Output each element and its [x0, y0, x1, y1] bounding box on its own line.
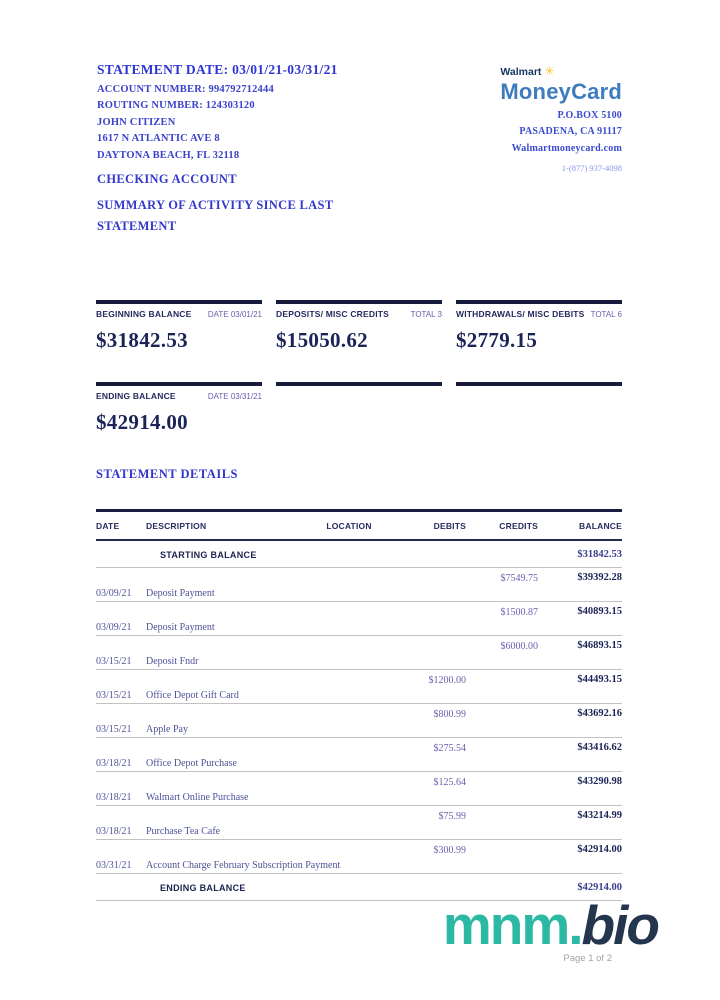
cell-date: 03/09/21 [96, 588, 132, 599]
summary-box-amount: $31842.53 [96, 328, 188, 352]
table-row [96, 772, 622, 806]
cell-date: 03/18/21 [96, 826, 132, 837]
cell-credit: $1500.87 [500, 607, 538, 618]
cell-balance: $43692.16 [577, 708, 622, 719]
customer-name: JOHN CITIZEN [97, 116, 176, 128]
summary-box-label: BEGINNING BALANCE [96, 309, 192, 319]
summary-heading-line2: STATEMENT [97, 218, 177, 233]
summary-box-meta: DATE 03/31/21 [207, 392, 262, 401]
cell-balance: $43214.99 [577, 810, 622, 821]
cell-credit [466, 775, 538, 777]
issuer-phone: 1-(877) 937-4098 [561, 162, 622, 173]
summary-box-meta: TOTAL 3 [410, 310, 442, 319]
cell-credit [466, 544, 538, 546]
summary-box-header [276, 309, 442, 319]
cell-balance: $42914.00 [577, 882, 622, 893]
table-row [96, 602, 622, 636]
cell-balance: $43290.98 [577, 776, 622, 787]
cell-credit [466, 673, 538, 675]
summary-box [456, 300, 622, 362]
cell-debit: $800.99 [433, 709, 466, 720]
cell-description: Office Depot Gift Card [146, 690, 239, 701]
cell-description: Purchase Tea Cafe [146, 826, 221, 837]
moneycard-wordmark: MoneyCard [500, 79, 622, 104]
cell-credit [466, 809, 538, 811]
cell-balance: $43416.62 [577, 742, 622, 753]
cell-debit: $125.64 [433, 777, 466, 788]
cell-date: 03/15/21 [96, 724, 132, 735]
summary-box-amount: $2779.15 [456, 328, 538, 352]
cell-date: 03/09/21 [96, 622, 132, 633]
cell-balance: $42914.00 [577, 844, 622, 855]
cell-debit: $75.99 [438, 811, 466, 822]
cell-description: ENDING BALANCE [160, 882, 246, 893]
cell-date: 03/18/21 [96, 792, 132, 803]
logo-bio-part: bio [581, 894, 658, 956]
cell-debit: $1200.00 [428, 675, 466, 686]
column-debits: DEBITS [433, 521, 466, 531]
cell-description: Office Depot Purchase [146, 758, 237, 769]
summary-box [96, 300, 262, 362]
moneycard-logo [500, 62, 622, 104]
cell-balance: $40893.15 [577, 606, 622, 617]
summary-box [96, 382, 262, 444]
account-type: CHECKING ACCOUNT [97, 171, 237, 186]
cell-date: 03/18/21 [96, 758, 132, 769]
column-date: DATE [96, 521, 120, 531]
cell-debit [394, 571, 466, 573]
summary-box-amount: $15050.62 [276, 328, 368, 352]
table-row [96, 636, 622, 670]
walmart-wordmark: Walmart [500, 66, 542, 78]
summary-heading-line1: SUMMARY OF ACTIVITY SINCE LAST [97, 197, 334, 212]
logo-mnm-part: mnm. [442, 894, 582, 956]
column-balance: BALANCE [579, 521, 622, 531]
summary-box [276, 300, 442, 362]
summary-box-meta: DATE 03/01/21 [207, 310, 262, 319]
address-line2: DAYTONA BEACH, FL 32118 [97, 149, 240, 161]
table-header [96, 509, 622, 541]
cell-description: Walmart Online Purchase [146, 792, 249, 803]
summary-heading [97, 195, 338, 237]
cell-balance: $31842.53 [577, 549, 622, 560]
issuer-website: Walmartmoneycard.com [511, 142, 622, 154]
column-description: DESCRIPTION [146, 521, 207, 531]
cell-debit: $275.54 [433, 743, 466, 754]
issuer-city: PASADENA, CA 91117 [519, 126, 622, 137]
table-row [96, 670, 622, 704]
cell-credit: $6000.00 [500, 641, 538, 652]
cell-date: 03/15/21 [96, 656, 132, 667]
table-row [96, 840, 622, 874]
summary-box-header [96, 309, 262, 319]
cell-balance: $46893.15 [577, 640, 622, 651]
cell-balance: $39392.28 [577, 572, 622, 583]
table-row [96, 568, 622, 602]
details-rows [96, 541, 622, 901]
cell-description: Deposit Fndr [146, 656, 199, 667]
summary-grid [96, 300, 622, 444]
table-row [96, 738, 622, 772]
cell-credit [466, 877, 538, 879]
cell-balance: $44493.15 [577, 674, 622, 685]
table-row [96, 806, 622, 840]
table-row [96, 704, 622, 738]
issuer-block [450, 62, 622, 173]
summary-box-empty [276, 382, 442, 444]
summary-box-label: ENDING BALANCE [96, 391, 176, 401]
statement-header [97, 62, 338, 237]
cell-description: Apple Pay [146, 724, 188, 735]
column-credits: CREDITS [499, 521, 538, 531]
summary-box-amount: $42914.00 [96, 410, 188, 434]
cell-credit [466, 707, 538, 709]
table-row [96, 541, 622, 568]
cell-description: Account Charge February Subscription Payment [146, 860, 341, 871]
summary-box-label: WITHDRAWALS/ MISC DEBITS [456, 309, 585, 319]
summary-box-header [96, 391, 262, 401]
routing-number: ROUTING NUMBER: 124303120 [97, 100, 255, 111]
summary-box-meta: TOTAL 6 [590, 310, 622, 319]
cell-credit: $7549.75 [500, 573, 538, 584]
summary-box-header [456, 309, 622, 319]
summary-box-label: DEPOSITS/ MISC CREDITS [276, 309, 390, 319]
statement-date: STATEMENT DATE: 03/01/21-03/31/21 [97, 62, 338, 77]
cell-debit [394, 605, 466, 607]
account-number: ACCOUNT NUMBER: 994792712444 [97, 83, 274, 95]
cell-debit [394, 877, 466, 879]
cell-debit [394, 544, 466, 546]
cell-credit [466, 843, 538, 845]
mnm-bio-logo [443, 896, 658, 954]
cell-date: 03/15/21 [96, 690, 132, 701]
summary-box-empty [456, 382, 622, 444]
issuer-po-box: P.O.BOX 5100 [557, 109, 622, 121]
column-location: LOCATION [326, 521, 372, 531]
cell-description: Deposit Payment [146, 622, 215, 633]
cell-description: Deposit Payment [146, 588, 215, 599]
cell-debit [394, 639, 466, 641]
address-line1: 1617 N ATLANTIC AVE 8 [97, 133, 220, 144]
cell-description: STARTING BALANCE [160, 549, 257, 560]
statement-details [96, 467, 622, 901]
details-title: STATEMENT DETAILS [96, 467, 238, 481]
page-number: Page 1 of 2 [563, 953, 612, 964]
cell-debit: $300.99 [433, 845, 466, 856]
cell-date: 03/31/21 [96, 860, 132, 871]
cell-credit [466, 741, 538, 743]
walmart-spark-icon: ✳ [544, 64, 555, 78]
